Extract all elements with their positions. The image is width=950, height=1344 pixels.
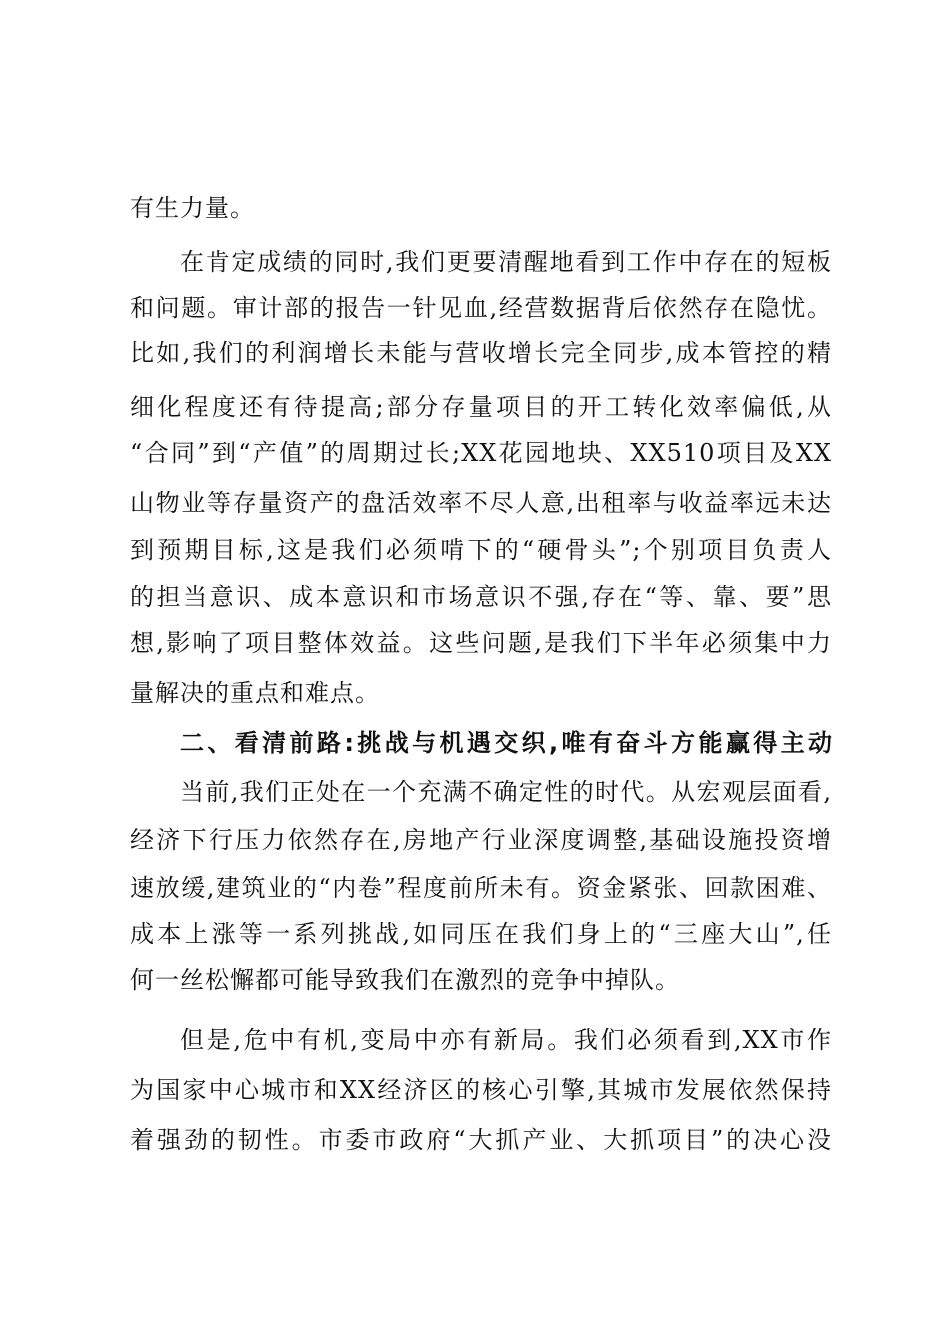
text-line: 何一丝松懈都可能导致我们在激烈的竞争中掉队。 <box>130 966 680 994</box>
text-line: 速放缓,建筑业的“内卷”程度前所未有。资金紧张、回款困难、 <box>130 874 832 902</box>
text-line: 细化程度还有待提高;部分存量项目的开工转化效率偏低,从 <box>130 393 832 421</box>
text-line: 但是,危中有机,变局中亦有新局。我们必须看到,XX市作 <box>180 1026 832 1054</box>
text-line: “合同”到“产值”的周期过长;XX花园地块、XX510项目及XX <box>130 439 832 467</box>
text-line: 为国家中心城市和XX经济区的核心引擎,其城市发展依然保持 <box>130 1076 832 1104</box>
text-line: 到预期目标,这是我们必须啃下的“硬骨头”;个别项目负责人 <box>130 536 832 564</box>
section-heading: 二、看清前路:挑战与机遇交织,唯有奋斗方能赢得主动 <box>180 729 832 757</box>
text-line: 的担当意识、成本意识和市场意识不强,存在“等、靠、要”思 <box>130 583 832 611</box>
text-line: 量解决的重点和难点。 <box>130 679 380 707</box>
text-line: 和问题。审计部的报告一针见血,经营数据背后依然存在隐忧。 <box>130 294 832 322</box>
text-line: 当前,我们正处在一个充满不确定性的时代。从宏观层面看, <box>180 778 832 806</box>
text-line: 山物业等存量资产的盘活效率不尽人意,出租率与收益率远未达 <box>130 489 832 517</box>
text-line: 经济下行压力依然存在,房地产行业深度调整,基础设施投资增 <box>130 826 832 854</box>
text-line: 有生力量。 <box>130 194 255 222</box>
text-line: 成本上涨等一系列挑战,如同压在我们身上的“三座大山”,任 <box>130 920 832 948</box>
text-line: 在肯定成绩的同时,我们更要清醒地看到工作中存在的短板 <box>180 248 832 276</box>
text-line: 着强劲的韧性。市委市政府“大抓产业、大抓项目”的决心没 <box>130 1126 832 1154</box>
text-line: 比如,我们的利润增长未能与营收增长完全同步,成本管控的精 <box>130 339 832 367</box>
text-line: 想,影响了项目整体效益。这些问题,是我们下半年必须集中力 <box>130 629 832 657</box>
